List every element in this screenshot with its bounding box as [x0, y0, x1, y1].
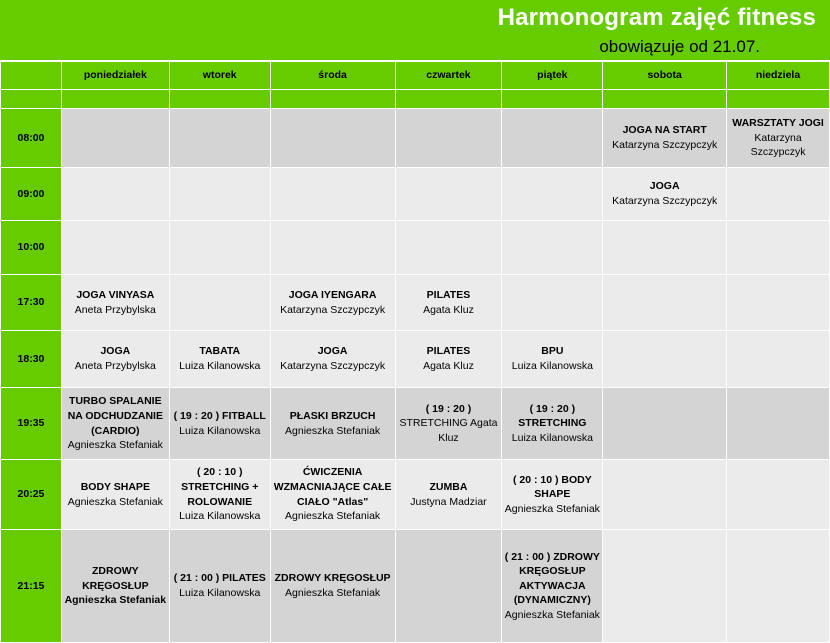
instructor-name: Katarzyna Szczypczyk: [612, 195, 718, 207]
class-cell: [603, 275, 727, 331]
class-cell: [270, 460, 395, 530]
instructor-name: Aneta Przybylska: [74, 360, 156, 372]
class-name: ZDROWY KRĘGOSŁUP: [274, 572, 391, 585]
class-cell: [395, 109, 502, 168]
class-cell: [270, 331, 395, 388]
class-name: JOGA: [100, 345, 131, 358]
time-cell: 18:30: [1, 331, 62, 388]
time-slot-row: [1, 275, 830, 331]
class-cell: [61, 388, 169, 460]
class-cell: [502, 530, 603, 643]
instructor-name: Luiza Kilanowska: [179, 587, 261, 599]
class-cell: [270, 109, 395, 168]
class-cell: [395, 168, 502, 221]
class-name: ĆWICZENIA WZMACNIAJĄCE CAŁE CIAŁO "Atlas": [273, 466, 392, 508]
class-cell: [61, 109, 169, 168]
class-cell: [727, 109, 830, 168]
class-name: TABATA: [199, 345, 241, 358]
instructor-name: Justyna Madziar: [410, 495, 487, 508]
class-cell: [169, 388, 270, 460]
day-header-row: [1, 62, 830, 90]
class-cell: [603, 331, 727, 388]
class-cell: [61, 331, 169, 388]
class-cell: [603, 168, 727, 221]
class-name: JOGA: [649, 180, 680, 193]
class-name: JOGA IYENGARA: [288, 288, 377, 301]
class-name: ( 20 : 10 ) STRETCHING + ROLOWANIE: [181, 466, 259, 508]
class-cell: [727, 168, 830, 221]
class-name: PILATES: [426, 288, 471, 301]
day-header: wtorek: [169, 62, 270, 90]
class-cell: [270, 221, 395, 275]
time-slot-row: [1, 388, 830, 460]
class-name: JOGA: [317, 345, 348, 358]
time-cell: 17:30: [1, 275, 62, 331]
time-cell: 08:00: [1, 109, 62, 168]
instructor-name: Agnieszka Stefaniak: [67, 495, 163, 508]
class-cell: [61, 460, 169, 530]
class-cell: [603, 221, 727, 275]
instructor-name: Agnieszka Stefaniak: [285, 587, 381, 599]
class-name: JOGA VINYASA: [76, 288, 155, 301]
schedule-table: [0, 61, 830, 643]
class-name: ( 19 : 20 ): [425, 402, 472, 415]
day-header: niedziela: [727, 62, 830, 90]
spacer-row: [1, 90, 830, 109]
time-cell: 09:00: [1, 168, 62, 221]
class-cell: [61, 168, 169, 221]
time-slots: [1, 109, 830, 643]
instructor-name: Agnieszka Stefaniak: [504, 608, 600, 621]
class-cell: [169, 275, 270, 331]
instructor-name: Agnieszka Stefaniak: [285, 510, 381, 523]
day-header: poniedziałek: [61, 62, 169, 90]
class-cell: [61, 221, 169, 275]
instructor-name: Aneta Przybylska: [74, 303, 156, 316]
class-cell: [270, 388, 395, 460]
class-cell: [502, 460, 603, 530]
instructor-name: Agnieszka Stefaniak: [285, 424, 381, 437]
page-title: Harmonogram zajęć fitness: [497, 4, 816, 31]
class-cell: [727, 460, 830, 530]
class-cell: [502, 109, 603, 168]
class-name: ( 19 : 20 ) STRETCHING: [518, 402, 587, 430]
class-name: TURBO SPALANIE NA ODCHUDZANIE (CARDIO): [67, 395, 163, 437]
instructor-name: Luiza Kilanowska: [179, 424, 261, 437]
time-slot-row: [1, 109, 830, 168]
class-name: ( 19 : 20 ) FITBALL: [173, 409, 266, 422]
class-cell: [61, 530, 169, 643]
time-cell: 19:35: [1, 388, 62, 460]
class-cell: [603, 109, 727, 168]
instructor-name: Agnieszka Stefaniak: [504, 502, 600, 515]
class-name: ZUMBA: [429, 480, 468, 493]
class-cell: [270, 530, 395, 643]
class-cell: [727, 530, 830, 643]
instructor-name: Luiza Kilanowska: [511, 360, 593, 372]
class-cell: [502, 168, 603, 221]
day-header: sobota: [603, 62, 727, 90]
valid-from-note: obowiązuje od 21.07.: [599, 37, 760, 56]
class-cell: [502, 388, 603, 460]
class-name: PILATES: [426, 345, 471, 358]
time-slot-row: [1, 168, 830, 221]
day-header: środa: [270, 62, 395, 90]
class-cell: [169, 168, 270, 221]
class-cell: [502, 331, 603, 388]
class-cell: [603, 388, 727, 460]
class-cell: [169, 530, 270, 643]
class-cell: [603, 460, 727, 530]
instructor-name: Luiza Kilanowska: [179, 360, 261, 372]
time-cell: 21:15: [1, 530, 62, 643]
class-cell: [502, 275, 603, 331]
class-name: JOGA NA START: [622, 124, 707, 137]
class-cell: [727, 221, 830, 275]
time-slot-row: [1, 221, 830, 275]
time-slot-row: [1, 331, 830, 388]
instructor-name: Agata Kluz: [423, 303, 474, 316]
class-name: BODY SHAPE: [80, 480, 150, 493]
class-cell: [395, 460, 502, 530]
class-name: WARSZTATY JOGI: [732, 117, 824, 130]
class-cell: [169, 221, 270, 275]
time-slot-row: [1, 530, 830, 643]
class-name: ZDROWY KRĘGOSŁUP Agnieszka Stefaniak: [64, 565, 167, 607]
instructor-name: Katarzyna Szczypczyk: [280, 303, 386, 316]
class-name: ( 20 : 10 ) BODY SHAPE: [512, 473, 592, 501]
class-cell: [169, 331, 270, 388]
instructor-name: Katarzyna Szczypczyk: [280, 360, 386, 372]
class-cell: [395, 331, 502, 388]
class-cell: [395, 275, 502, 331]
instructor-name: Luiza Kilanowska: [179, 510, 261, 523]
class-cell: [395, 530, 502, 643]
time-cell: 20:25: [1, 460, 62, 530]
class-cell: [603, 530, 727, 643]
class-cell: [727, 331, 830, 388]
instructor-name: STRETCHING Agata Kluz: [399, 417, 498, 444]
day-header: piątek: [502, 62, 603, 90]
instructor-name: Agata Kluz: [423, 360, 474, 372]
class-cell: [270, 275, 395, 331]
class-name: ( 21 : 00 ) PILATES: [173, 572, 266, 585]
class-cell: [169, 109, 270, 168]
header-bar: [0, 0, 830, 61]
class-cell: [61, 275, 169, 331]
instructor-name: Agnieszka Stefaniak: [67, 439, 163, 452]
class-cell: [727, 275, 830, 331]
instructor-name: Katarzyna Szczypczyk: [612, 139, 718, 151]
day-header: czwartek: [395, 62, 502, 90]
instructor-name: Katarzyna Szczypczyk: [750, 131, 806, 159]
class-cell: [395, 388, 502, 460]
class-name: ( 21 : 00 ) ZDROWY KRĘGOSŁUP AKTYWACJA (DYNAMICZNY): [504, 550, 600, 607]
class-cell: [502, 221, 603, 275]
class-cell: [270, 168, 395, 221]
time-slot-row: [1, 460, 830, 530]
class-cell: [169, 460, 270, 530]
time-cell: 10:00: [1, 221, 62, 275]
corner-cell: [1, 62, 62, 90]
class-cell: [395, 221, 502, 275]
class-name: PŁASKI BRZUCH: [289, 409, 376, 422]
class-cell: [727, 388, 830, 460]
instructor-name: Luiza Kilanowska: [511, 431, 593, 444]
class-name: BPU: [541, 345, 564, 358]
